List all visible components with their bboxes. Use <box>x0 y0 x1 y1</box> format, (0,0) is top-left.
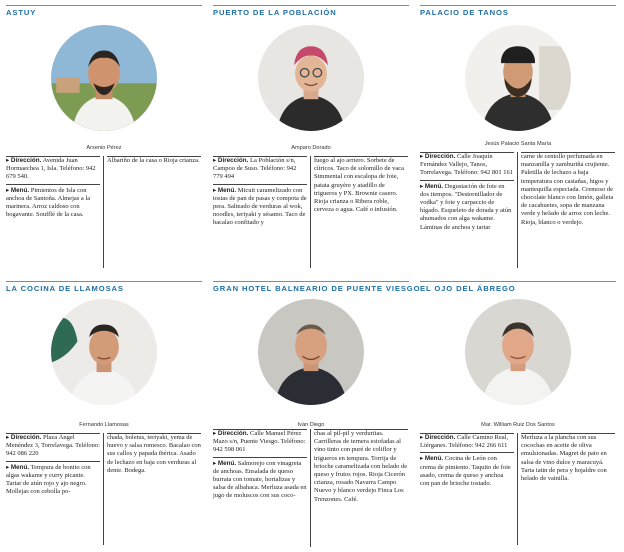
address-label: Dirección. <box>424 434 456 441</box>
chef-photo <box>51 299 157 405</box>
column-divider <box>310 156 311 268</box>
card-header-rule <box>420 5 616 6</box>
menu-text-left: Cocina de León con crema de pimiento. Taquito de foie asado, crema de queso y anchoa con pan de brioche tostado. <box>420 455 511 488</box>
column-divider <box>517 152 518 268</box>
card-el-ojo-del-abrego <box>420 281 616 549</box>
chef-photo <box>258 25 364 131</box>
chef-photo <box>465 299 571 405</box>
menu-label: Menú. <box>217 186 237 194</box>
chef-name: Amparo Dorado <box>291 145 331 151</box>
column-left: ▸ Dirección. La Población s/n, Campoo de Suso. Teléfono: 942 779 494 ▸ Menú. Micuit caramelizado con tostas de pan de pasas y compota de pera. Salteado de verduras al wok, noodles, teriyaki y sésamo. Taco de bacalao confitado y <box>213 157 307 227</box>
chef-name: Arsenio Pérez <box>86 145 122 151</box>
column-right <box>314 429 408 504</box>
card-title: GRAN HOTEL BALNEARIO DE PUENTE VIESGO <box>213 284 421 293</box>
column-right <box>107 433 201 475</box>
menu-text-right: Albariño de la casa o Rioja crianza. <box>107 157 200 164</box>
column-left: ▸ Dirección. Avenida Juan Hormaechea 1, Isla. Teléfono: 942 679 540. ▸ Menú. Pimientos de Isla con anchoa de Santoña. Almejas a la marinera. Arroz caldoso con bogavante. Soufflé de la casa. <box>6 156 100 219</box>
menu-label: Menú. <box>424 455 444 463</box>
column-left: ▸ Dirección. Plaza Ángel Menéndez 3, Torrelavega. Teléfono: 942 086 220 ▸ Menú. Tempura de bonito con algas wakame y curry picante. Tartar de atún rojo y ajo negro. Mollejas con cebolla po- <box>6 434 100 496</box>
chef-name: Mar. William Ruiz Dos Santos <box>481 422 555 428</box>
chef-name: Jesús Palacio Santa María <box>484 141 552 147</box>
card-header-rule <box>6 281 202 282</box>
card-palacio-de-tanos <box>420 5 616 273</box>
menu-text-left: Pimientos de Isla con anchoa de Santoña. Almejas a la marinera. Arroz caldoso con bogavante. Soufflé de la casa. <box>6 186 91 219</box>
menu-text-right: carne de centollo perfumada en manzanilla y zamburiña crujiente. Paletilla de lechazo a baja temperatura con castañas, higos y mantequilla especiada. Cremoso de chocolate blanco con limón, galleta de cacahuetes, sopa de manzana verde y helado de arroz con leche. Rioja, blanco o verdejo. <box>521 153 614 226</box>
menu-label: Menú. <box>10 186 30 194</box>
card-title: PUERTO DE LA POBLACIÓN <box>213 8 337 17</box>
address-text: Avenida Juan Hormaechea 1, Isla. Teléfono: 942 679 540. <box>6 157 96 181</box>
address-label: Dirección. <box>217 157 249 164</box>
address-label: Dirección. <box>10 434 42 441</box>
menu-text-left: Salmorejo con vinagreta de anchoas. Ensalada de queso burrata con tomate, hortalizas y salsa de albahaca. Merluza asada en jugo de moluscos con sus coco- <box>213 459 307 500</box>
address-text: Calle Camino Real, Liérganes. Teléfono: 942 266 611 <box>420 434 509 450</box>
chef-name: Iván Diego <box>297 422 325 428</box>
chef-photo <box>258 299 364 405</box>
menu-text-left: Degustación de foie en dos tiempos. "Destornillador de vodka" y foie y carpaccio de hígado. Esqueleto de dorada y atún ahumados con alga wakame. Láminas de anchoa y tartar <box>420 182 512 231</box>
card-header-rule <box>213 281 409 282</box>
chef-photo <box>465 25 571 131</box>
card-header-rule <box>420 281 616 282</box>
column-left: ▸ Dirección. Calle Camino Real, Liérganes. Teléfono: 942 266 611 ▸ Menú. Cocina de León con crema de pimiento. Taquito de foie asado, crema de queso y anchoa con pan de brioche tostado. <box>420 433 514 488</box>
column-left: ▸ Dirección. Calle Joaquín Fernández Vallejo, Tanos, Torrelavega. Teléfono: 942 801 161 ▸ Menú. Degustación de foie en dos tiempos. "Destornillador de vodka" y foie y carpaccio de hígado. Esqueleto de dorada y atún ahumados con alga wakame. Láminas de anchoa y tartar <box>420 153 514 231</box>
column-divider <box>103 433 104 545</box>
chef-photo <box>51 25 157 131</box>
menu-label: Menú. <box>217 459 237 467</box>
address-label: Dirección. <box>424 153 456 160</box>
card-gran-hotel-balneario <box>213 281 421 549</box>
menu-text-right: chas al pil-pil y verduritas. Carrilleras de ternera estofadas al vino tinto con puré de coliflor y trigueros en tempura. Torrija de brioche caramelizada con helado de queso y frutos rojos. Rioja Cicerón crianza, rosado Navarra Campo Nuevo y blanco verdejo Finca Los Trenzones. Café. <box>314 430 408 503</box>
column-divider <box>517 433 518 545</box>
card-title: PALACIO DE TANOS <box>420 8 509 17</box>
menu-label: Menú. <box>10 463 30 471</box>
card-header-rule <box>6 5 202 6</box>
card-title: EL OJO DEL ÁBREGO <box>420 284 516 293</box>
column-divider <box>310 429 311 547</box>
address-label: Dirección. <box>217 430 249 437</box>
address-label: Dirección. <box>10 157 42 164</box>
menu-text-left: Micuit caramelizado con tostas de pan de pasas y compota de pera. Salteado de verduras al wok, noodles, teriyaki y sésamo. Taco de bacalao confitado y <box>213 186 307 227</box>
column-right <box>521 152 615 227</box>
menu-text-right: fuego al ajo arriero. Sorbete de cítricos. Taco de solomillo de vaca Simmental con escalopa de foie, patata gruyère y atadillo de trigueros y PX. Brownie casero. Rioja crianza o Ribera roble, cerveza o agua. Café o infusión. <box>314 157 405 214</box>
menu-label: Menú. <box>424 182 444 190</box>
card-la-cocina-de-llamosas <box>6 281 202 549</box>
column-right <box>521 433 615 483</box>
address-text: Calle Manuel Pérez Mazo s/n, Puente Viesgo. Teléfono: 942 598 061 <box>213 430 306 454</box>
menu-text-left: Tempura de bonito con algas wakame y curry picante. Tartar de atún rojo y ajo negro. Mollejas con cebolla po- <box>6 463 91 496</box>
address-text: Calle Joaquín Fernández Vallejo, Tanos, Torrelavega. Teléfono: 942 801 161 <box>420 153 514 177</box>
card-puerto-de-la-poblacion <box>213 5 409 273</box>
card-astuy <box>6 5 202 273</box>
address-text: Plaza Ángel Menéndez 3, Torrelavega. Teléfono: 942 086 220 <box>6 434 100 458</box>
chef-name: Fernando Llamosas <box>79 422 129 428</box>
card-header-rule <box>213 5 409 6</box>
column-right <box>314 156 408 214</box>
address-text: La Población s/n, Campoo de Suso. Teléfono: 942 779 494 <box>213 157 297 181</box>
card-title: LA COCINA DE LLAMOSAS <box>6 284 124 293</box>
column-left: ▸ Dirección. Calle Manuel Pérez Mazo s/n, Puente Viesgo. Teléfono: 942 598 061 ▸ Menú. Salmorejo con vinagreta de anchoas. Ensalada de queso burrata con tomate, hortalizas y salsa de albahaca. Merluza asada en jugo de moluscos con sus coco- <box>213 430 307 500</box>
card-title: ASTUY <box>6 8 37 17</box>
column-divider <box>103 156 104 268</box>
menu-text-right: Merluza a la plancha con sus cocochas en aceite de oliva emulsionadas. Magret de pato en salsa de vino dulce y maracuyá. Tarta tatin de pera y hojaldre con helado de vainilla. <box>521 434 607 483</box>
column-right <box>107 156 201 165</box>
menu-text-right: chada, boletus, teriyaki, yema de huevo y salsa romesco. Bacalao con sus callos y papada ibérica. Asado de lechazo en baja con verduras al dente. Bodega. <box>107 434 201 474</box>
